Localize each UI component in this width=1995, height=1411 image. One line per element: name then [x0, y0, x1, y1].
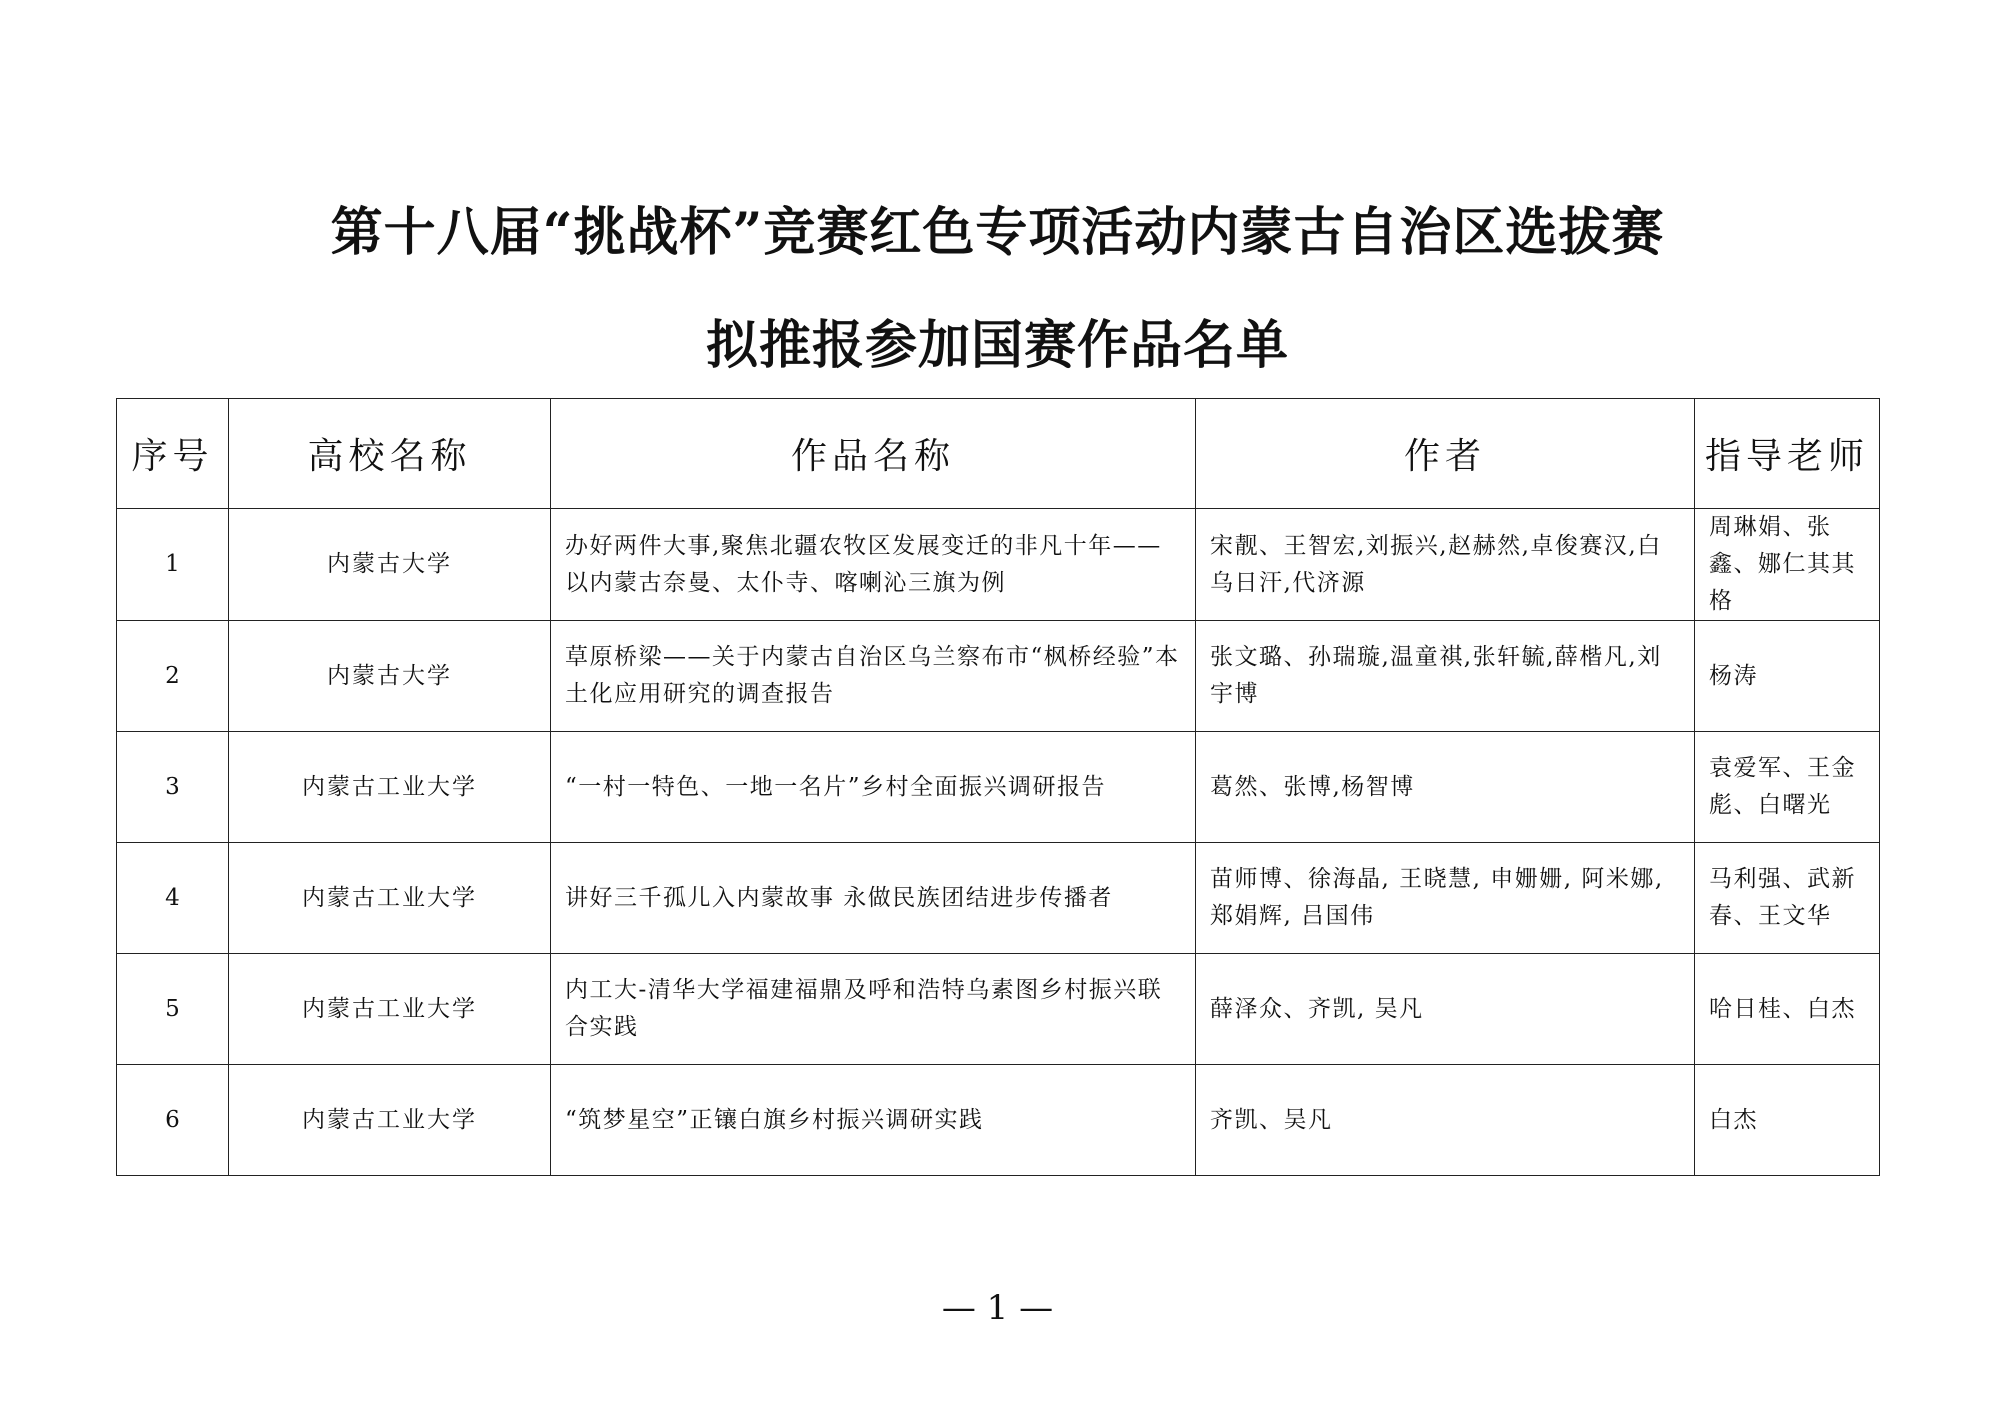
row-advisor: 杨涛	[1695, 621, 1880, 732]
row-school: 内蒙古工业大学	[229, 1065, 551, 1176]
row-advisor: 哈日桂、白杰	[1695, 954, 1880, 1065]
row-authors: 薛泽众、齐凯, 吴凡	[1196, 954, 1695, 1065]
row-work-title: 讲好三千孤儿入内蒙故事 永做民族团结进步传播者	[551, 843, 1196, 954]
table-row	[117, 1065, 1880, 1176]
document-subtitle: 拟推报参加国赛作品名单	[705, 315, 1289, 376]
row-index: 2	[117, 621, 229, 732]
row-index: 6	[117, 1065, 229, 1176]
nominee-table	[116, 398, 1880, 1176]
row-advisor: 马利强、武新春、王文华	[1695, 843, 1880, 954]
table-row	[117, 509, 1880, 621]
document-title: 第十八届“挑战杯”竞赛红色专项活动内蒙古自治区选拔赛	[330, 202, 1665, 263]
row-authors: 宋靓、王智宏,刘振兴,赵赫然,卓俊赛汉,白乌日汗,代济源	[1196, 509, 1695, 621]
header-school: 高校名称	[229, 399, 551, 509]
row-index: 4	[117, 843, 229, 954]
row-index: 3	[117, 732, 229, 843]
table-row	[117, 843, 1880, 954]
page-number: — 1 —	[941, 1288, 1054, 1328]
table-row	[117, 621, 1880, 732]
row-advisor: 周琳娟、张鑫、娜仁其其格	[1695, 509, 1880, 621]
row-work-title: 办好两件大事,聚焦北疆农牧区发展变迁的非凡十年——以内蒙古奈曼、太仆寺、喀喇沁三旗为例	[551, 509, 1196, 621]
row-authors: 葛然、张博,杨智博	[1196, 732, 1695, 843]
row-work-title: 内工大-清华大学福建福鼎及呼和浩特乌素图乡村振兴联合实践	[551, 954, 1196, 1065]
row-school: 内蒙古大学	[229, 509, 551, 621]
header-work: 作品名称	[551, 399, 1196, 509]
row-work-title: “一村一特色、一地一名片”乡村全面振兴调研报告	[551, 732, 1196, 843]
row-school: 内蒙古大学	[229, 621, 551, 732]
row-index: 1	[117, 509, 229, 621]
row-work-title: 草原桥梁——关于内蒙古自治区乌兰察布市“枫桥经验”本土化应用研究的调查报告	[551, 621, 1196, 732]
row-advisor: 袁爱军、王金彪、白曙光	[1695, 732, 1880, 843]
header-authors: 作者	[1196, 399, 1695, 509]
table-row	[117, 954, 1880, 1065]
row-authors: 张文璐、孙瑞璇,温童祺,张轩毓,薛楷凡,刘宇博	[1196, 621, 1695, 732]
row-school: 内蒙古工业大学	[229, 732, 551, 843]
row-index: 5	[117, 954, 229, 1065]
header-advisor: 指导老师	[1695, 399, 1880, 509]
table-row	[117, 732, 1880, 843]
row-authors: 苗师博、徐海晶, 王晓慧, 申姗姗, 阿米娜, 郑娟辉, 吕国伟	[1196, 843, 1695, 954]
header-index: 序号	[117, 399, 229, 509]
row-authors: 齐凯、吴凡	[1196, 1065, 1695, 1176]
row-advisor: 白杰	[1695, 1065, 1880, 1176]
row-school: 内蒙古工业大学	[229, 954, 551, 1065]
row-school: 内蒙古工业大学	[229, 843, 551, 954]
row-work-title: “筑梦星空”正镶白旗乡村振兴调研实践	[551, 1065, 1196, 1176]
table-header-row	[117, 399, 1880, 509]
